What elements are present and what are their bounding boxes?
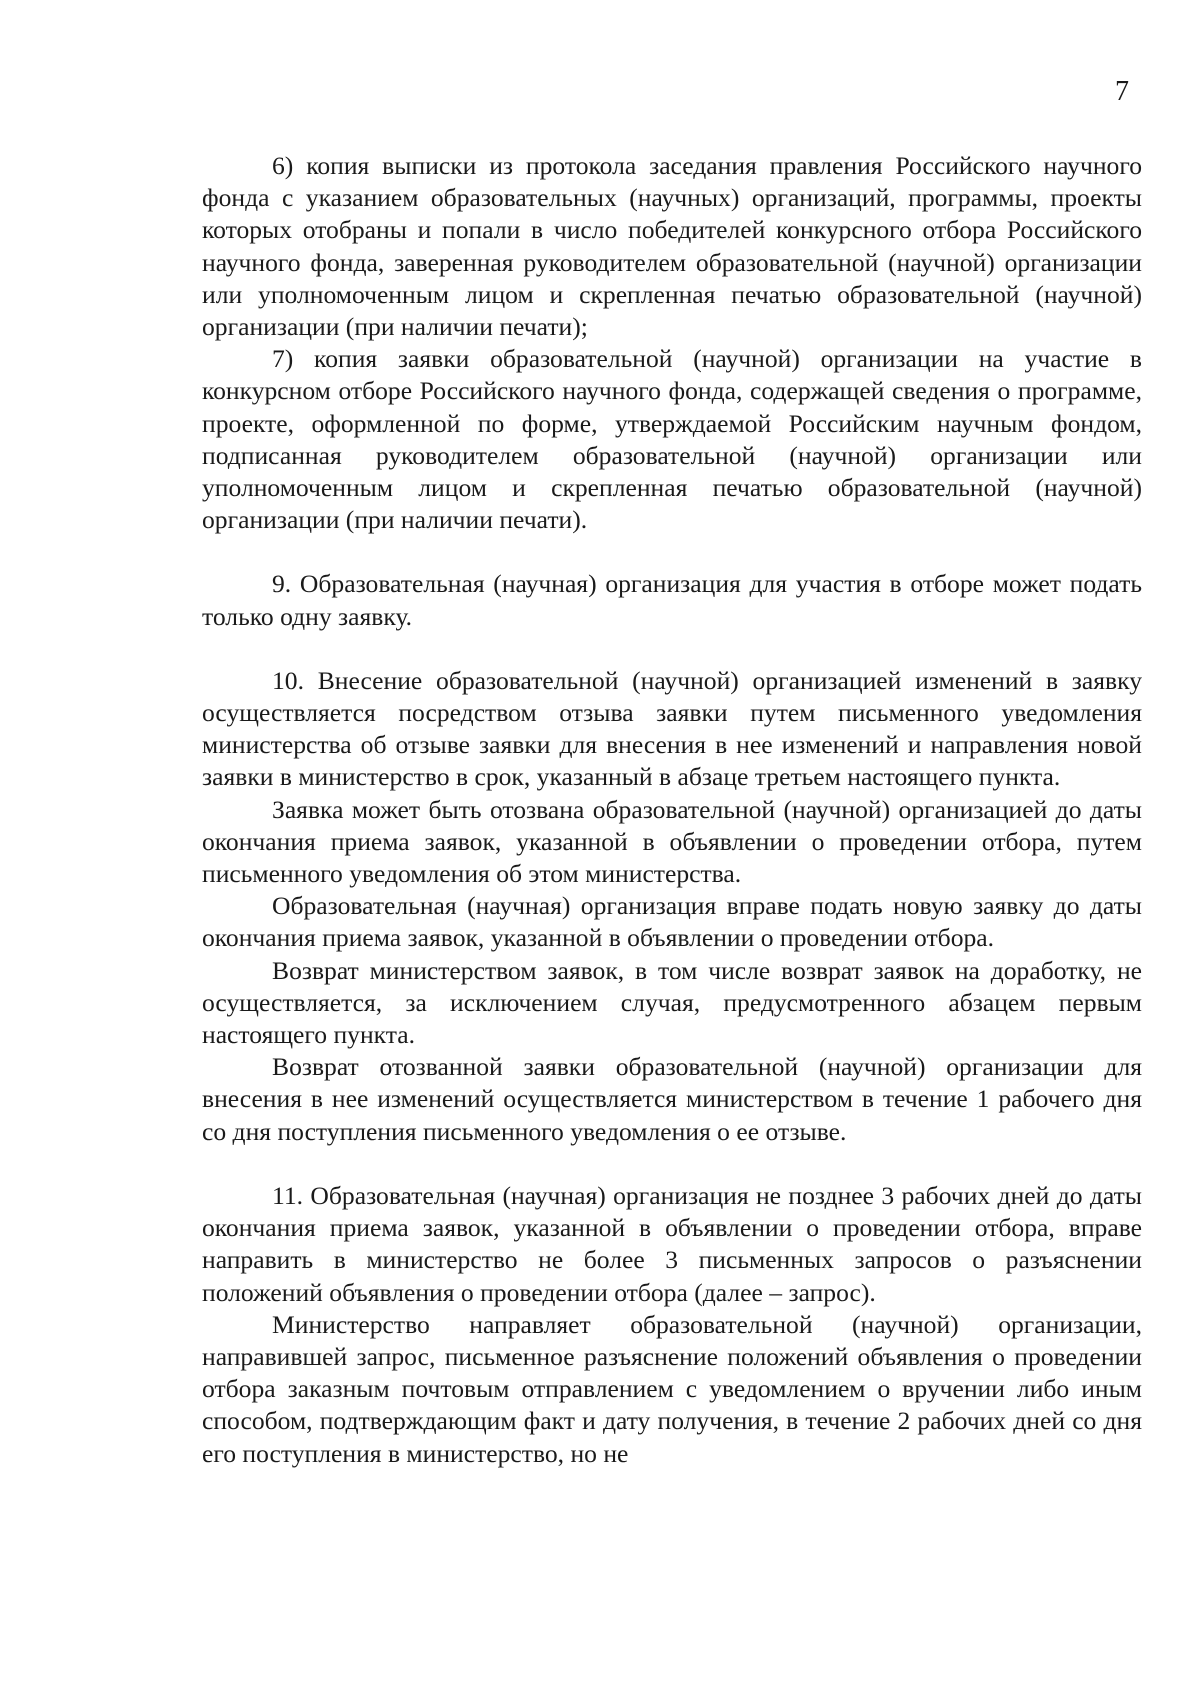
paragraph-clause-9: 9. Образовательная (научная) организация для участия в отборе может подать только одну заявку. [202, 569, 1142, 631]
paragraph-clause-10-new-application: Образовательная (научная) организация вправе подать новую заявку до даты окончания приема заявок, указанной в объявлении о проведении отбора. [202, 891, 1142, 953]
paragraph-clause-10-return-withdrawn: Возврат отозванной заявки образовательной (научной) организации для внесения в нее изменений осуществляется министерством в течение 1 рабочего дня со дня поступления письменного уведомления о ее отзыве. [202, 1052, 1142, 1146]
paragraph-item-6: 6) копия выписки из протокола заседания правления Российского научного фонда с указанием образовательных (научных) организаций, программы, проекты которых отобраны и попали в число победителей конкурсного отбора Российского научного фонда, заверенная руководителем образовательной (научной) организации или уполномоченным лицом и скрепленная печатью образовательной (научной) организации (при наличии печати); [202, 151, 1142, 342]
page-number: 7 [1115, 76, 1129, 107]
paragraph-clause-10-return: Возврат министерством заявок, в том числе возврат заявок на доработку, не осуществляется, за исключением случая, предусмотренного абзацем первым настоящего пункта. [202, 955, 1142, 1050]
paragraph-item-7: 7) копия заявки образовательной (научной) организации на участие в конкурсном отборе Российского научного фонда, содержащей сведения о программе, проекте, оформленной по форме, утверждаемой Российским научным фондом, подписанная руководителем образовательной (научной) организации или уполномоченным лицом и скрепленная печатью образовательной (научной) организации (при наличии печати). [202, 344, 1142, 535]
paragraph-clause-11: 11. Образовательная (научная) организация не позднее 3 рабочих дней до даты окончания приема заявок, указанной в объявлении о проведении отбора, вправе направить в министерство не более 3 письменных запросов о разъяснении положений объявления о проведении отбора (далее – запрос). [202, 1180, 1142, 1307]
paragraph-clause-10-withdrawal: Заявка может быть отозвана образовательной (научной) организацией до даты окончания приема заявок, указанной в объявлении о проведении отбора, путем письменного уведомления об этом министерства. [202, 794, 1142, 889]
document-body [202, 150, 1142, 1470]
paragraph-clause-10: 10. Внесение образовательной (научной) организацией изменений в заявку осуществляется посредством отзыва заявки путем письменного уведомления министерства об отзыве заявки для внесения в нее изменений и направления новой заявки в министерство в срок, указанный в абзаце третьем настоящего пункта. [202, 665, 1142, 792]
paragraph-clause-11-response: Министерство направляет образовательной (научной) организации, направившей запрос, письменное разъяснение положений объявления о проведении отбора заказным почтовым отправлением с уведомлением о вручении либо иным способом, подтверждающим факт и дату получения, в течение 2 рабочих дней со дня его поступления в министерство, но не [202, 1309, 1142, 1468]
